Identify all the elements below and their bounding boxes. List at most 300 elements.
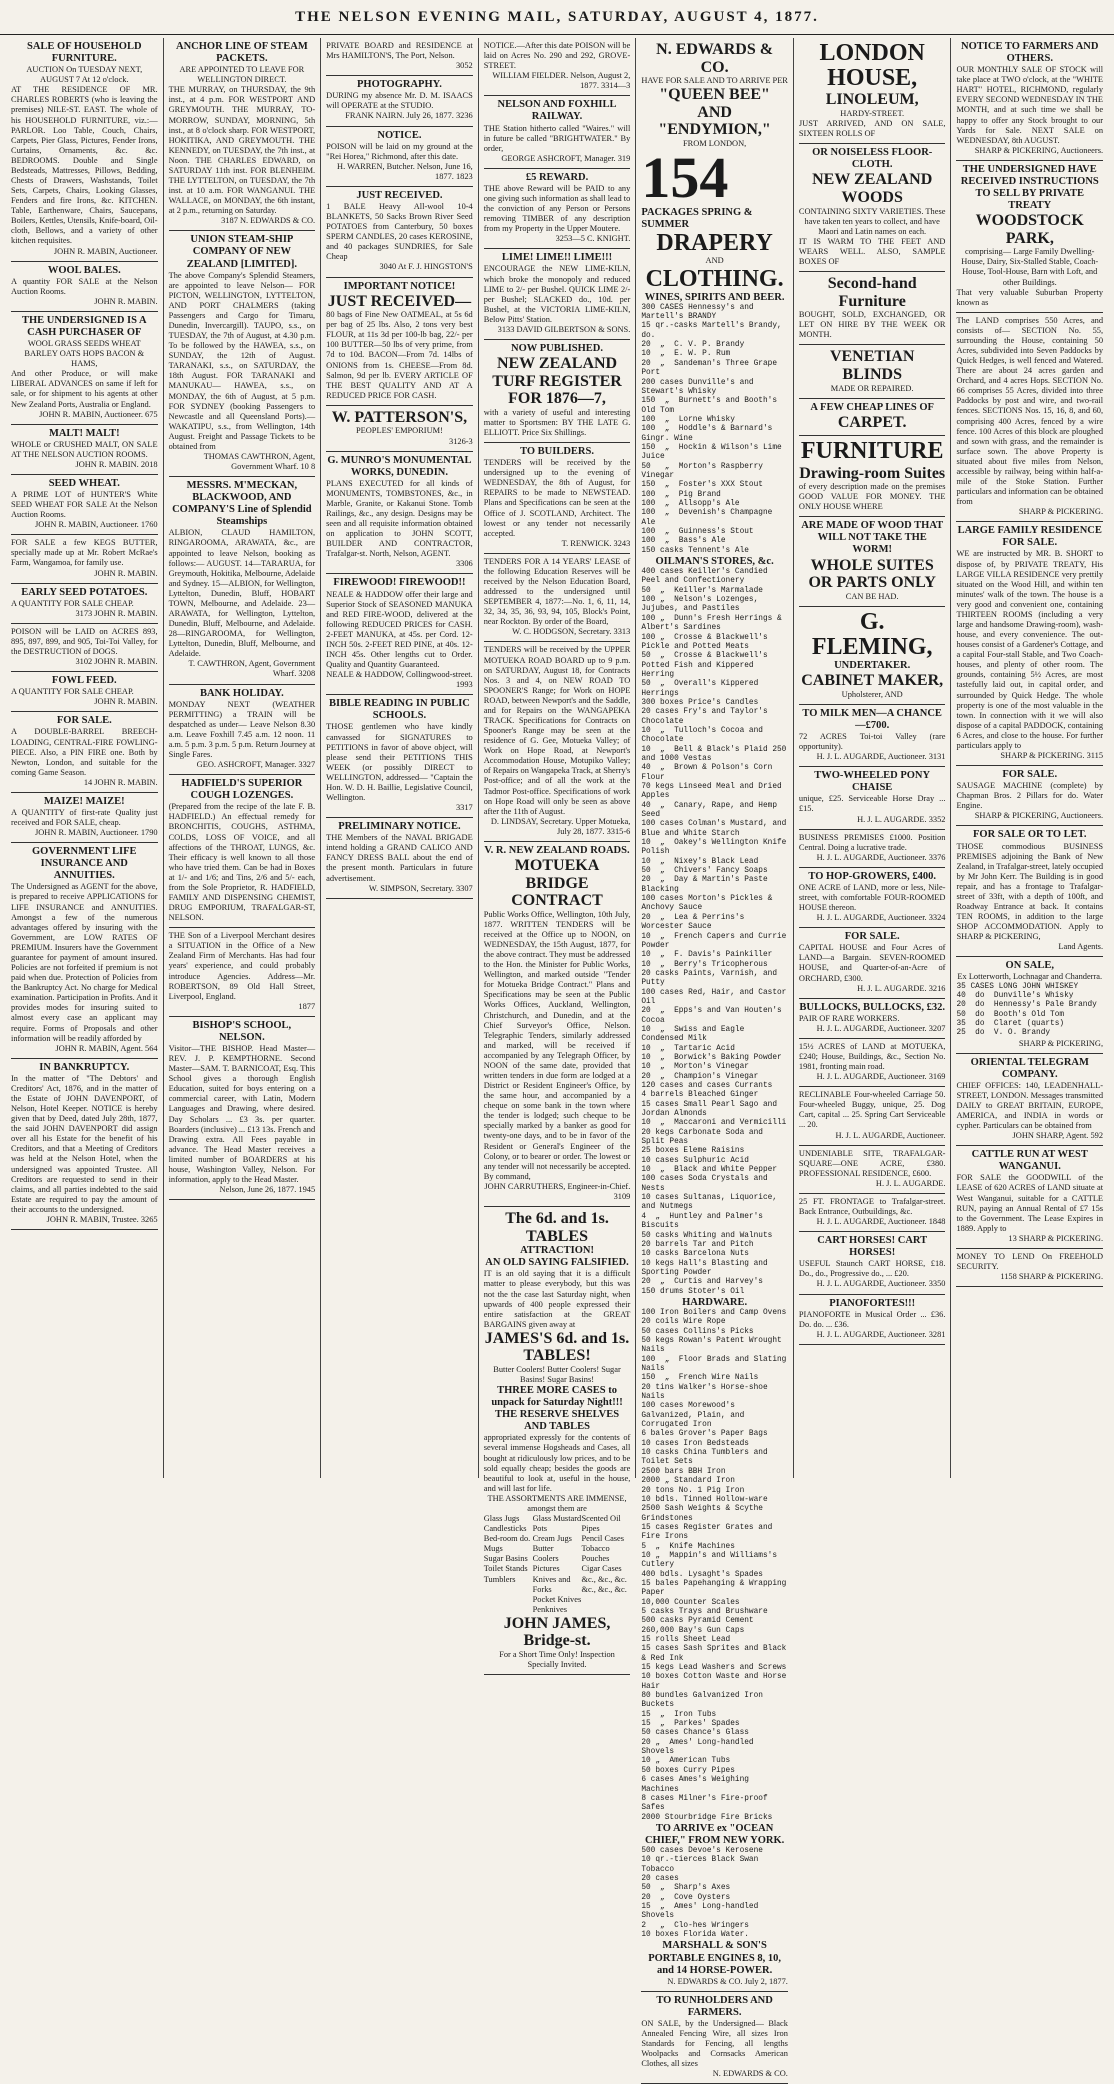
ad-body: THOSE gentlemen who have kindly canvassed for SIGNATURES to PETITIONS in favor of above object, will please send their PETITIONS THIS WEEK (or possibly DIRECT to WELLINGTON, addressed— "Captain the Hon. W. D. H. Baillie, Legislative Council, Wellington. [326, 722, 473, 802]
tables-item: Tumblers [483, 1574, 516, 1584]
ad-body: RECLINABLE Four-wheeled Carriage 50. Four-wheeled Buggy, unique, 25. Dog Cart, capital ... 25. Spring Cart Serviceable ... 20. [798, 1090, 946, 1130]
ad-hd: V. R. NEW ZEALAND ROADS. [484, 844, 630, 856]
advertisement [956, 766, 1103, 826]
ad-sig: T. CAWTHRON, Agent, Government Wharf. 3208 [188, 659, 316, 679]
advertisement [799, 999, 946, 1039]
ad-mono: 35 CASES LONG JOHN WHISKEY 40 do Dunville's Whisky 20 do Hennessy's Pale Brandy 50 do Booth's Old Tom 35 do Claret (quarts) 25 do V. O. Brandy [956, 982, 1097, 1038]
ad-big: Second-hand Furniture [827, 274, 917, 310]
advertisement [11, 38, 158, 262]
tables-body: IT is an old saying that it is a difficult matter to please everybody, but this was not the the case last Saturday night, when upwards of 400 people expressed their entire satisfaction at the GREAT BARGAINS given away at [483, 1269, 631, 1329]
ad-body: PAIR OF RARE WORKERS. [798, 1013, 900, 1023]
ad-hd: TO MILK MEN—A CHANCE—£700. [802, 707, 942, 731]
ad-body: with a variety of useful and interesting matter to Sportsmen: BY THE LATE G. ELLIOTT. Price Six Shillings. [483, 407, 631, 437]
ad-sub: Ex Lotterworth, Lochnagar and Chanderra. [957, 972, 1103, 982]
advertisement [326, 76, 473, 126]
edwards-signature: N. EDWARDS & CO. July 2, 1877. [667, 1976, 788, 1986]
ad-hd: ON SALE, [1005, 960, 1054, 972]
ad-sig: 3306 [455, 559, 473, 569]
ad-hd: MESSRS. M'MECKAN, BLACKWOOD, AND COMPANY'S Line of Splendid Steamships [172, 480, 312, 528]
advertisement [799, 436, 946, 517]
tables-item: &c., &c., &c. [581, 1574, 627, 1584]
ad-hd: FOR SALE OR TO LET. [973, 829, 1087, 841]
ad-sig: D. LINDSAY, Secretary. Upper Motueka, July 28, 1877. 3315-6 [490, 816, 631, 836]
ad-sig: JOHN R. MABIN, Trustee. 3265 [46, 1214, 158, 1224]
ad-body: DURING my absence Mr. D. M. ISAACS will OPERATE at the STUDIO. [326, 91, 473, 111]
ad-body: PIANOFORTE in Musical Order ... £36. Do. do. ... £36. [798, 1309, 946, 1329]
ad-body: In the matter of "The Debtors' and Creditors' Act, 1876, and in the matter of the Estate of JOHN DAVENPORT, of Nelson, Hotel Keeper. NOTICE is hereby given that by Deed, dated July 28th, 1877, the said JOHN DAVENPORT did assign over all his Estate for the benefit of his Creditors, and that a Meeting of Creditors was held at the Nelson Hotel, when the undersigned was appointed Trustee. All Creditors are requested to send in their claims, and all parties indebted to the said Estate are required to pay the amount of their accounts to the undersigned. [11, 1073, 158, 1214]
ad-body: A PRIME LOT of HUNTER'S White SEED WHEAT FOR SALE At the Nelson Auction Rooms. [11, 490, 158, 520]
tables-item-column [581, 1514, 630, 1615]
ad-body: THOSE commodious BUSINESS PREMISES adjoining the Bank of New Zealand, in Trafalgar-street, lately occupied by Mr John Kerr. The Building is in good repair, and has a frontage to Trafalgar-street of 33ft, with a depth of 100ft, and Roadway Entrance at back. It contains TEN ROOMS, in addition to the large SHOP ACCOMMODATION. Apply to SHARP & PICKERING, [956, 841, 1104, 942]
ad-sig: H. J. L. AUGARDE, Auctioneer. 3207 [816, 1023, 946, 1033]
ad-hd: IN BANKRUPTCY. [39, 1061, 130, 1073]
advertisement [11, 1059, 158, 1230]
advertisement [169, 38, 316, 231]
advertisement [484, 38, 631, 96]
ad-sig: JOHN R. MABIN. 2018 [75, 459, 158, 469]
ad-sig: THOMAS CAWTHRON, Agent, Government Wharf. 10 8 [203, 451, 316, 472]
column-2 [164, 38, 322, 1478]
ad-hd: NOW PUBLISHED. [511, 342, 604, 354]
tables-item: Glass Jugs [483, 1514, 520, 1524]
tables-coolers: Butter Coolers! Butter Coolers! Sugar Basins! Sugar Basins! [493, 1365, 621, 1385]
ad-sig: 3052 [455, 61, 473, 71]
ad-sig: 3102 JOHN R. MABIN. [75, 657, 158, 667]
ad-sig: JOHN R. MABIN, Auctioneer. [53, 246, 158, 256]
ad-hd: UNION STEAM-SHIP COMPANY OF NEW ZEALAND [LIMITED]. [186, 234, 297, 270]
ad-huge: FURNITURE [800, 438, 944, 465]
ad-hd: ANCHOR LINE OF STEAM PACKETS. [175, 41, 308, 65]
ad-sig: H. J. L. AUGARDE. [875, 1178, 946, 1188]
arrive-list: 500 cases Devoe's Kerosene 10 qr.-tierces Black Swan Tobacco 20 cases 50 „ Sharp's Axes 20 „ Cove Oysters 15 „ Ames' Long-handled Shovels 2 „ Clo-hes Wringers 10 boxes Florida Water. [641, 1847, 763, 1940]
column-1 [6, 38, 164, 1478]
ad-hd: TO BUILDERS. [520, 446, 594, 458]
tables-item: Pipes [581, 1524, 600, 1534]
advertisement [799, 705, 946, 767]
ad-hd: PHOTOGRAPHY. [357, 79, 442, 91]
tables-item: Cigar Cases [581, 1564, 622, 1574]
ad-sig: 13 SHARP & PICKERING. [1008, 1233, 1104, 1243]
advertisement [799, 517, 946, 606]
tables-reserve-body: appropriated expressly for the contents of several immense Hogsheads and Cases, all bought at ridiculously low prices, and to be sold equally cheap; besides the goods are beautiful to look at, useful in the house, and will last for life. [483, 1433, 631, 1493]
ad-body: THE Members of the NAVAL BRIGADE intend holding a GRAND CALICO AND FANCY DRESS BALL about the end of the present month. Particulars in future advertisement. [326, 833, 473, 883]
advertisement [799, 830, 946, 868]
tables-item: Candlesticks [483, 1524, 527, 1534]
ad-sig: W. C. HODGSON, Secretary. 3313 [512, 627, 631, 637]
ad-sig: JOHN R. MABIN, Auctioneer. 675 [39, 409, 158, 419]
ad-hd: FIREWOOD! FIREWOOD!! [333, 577, 466, 589]
ad-sig: 14 JOHN R. MABIN. [83, 777, 158, 787]
ad-body: CHIEF OFFICES: 140, LEADENHALL-STREET, LONDON. Messages transmitted DAILY to GREAT BRITAIN, EUROPE, AMERICA, and INDIA in words or cypher. Particulars can be obtained from [956, 1080, 1104, 1131]
ad-sig: Land Agents. [1058, 942, 1104, 952]
ad-hd: A FEW CHEAP LINES OF [810, 401, 934, 413]
ad-sig: SHARP & PICKERING, Auctioneers. [974, 145, 1104, 155]
ad-sig: 3040 At F. J. HINGSTON'S [379, 262, 473, 272]
ad-body: POISON will be laid on my ground at the "Rei Horea," Richmond, after this date. [326, 141, 473, 161]
advertisement [799, 38, 946, 144]
advertisement [799, 399, 946, 437]
ad-big: NEW ZEALAND WOODS [812, 171, 933, 206]
advertisement [799, 868, 946, 928]
ad-big: LINOLEUM, [825, 91, 919, 109]
ad-body: THE above Reward will be PAID to any one giving such information as shall lead to the conviction of any Person or Persons removing TIMBER of any description from my Property in the Upper Moutere. [483, 183, 631, 234]
ad-sig: SHARP & PICKERING, [1018, 1038, 1104, 1048]
advertisement [956, 1146, 1103, 1249]
edwards-sub: HAVE FOR SALE AND TO ARRIVE PER [641, 76, 788, 86]
ad-body: BUSINESS PREMISES £1000. Position Central. Doing a lucrative trade. [798, 832, 946, 852]
tables-item: Pictures [532, 1564, 560, 1574]
ad-hd: BULLOCKS, BULLOCKS, £32. [799, 1001, 945, 1013]
clothing-heading: CLOTHING. [645, 265, 784, 292]
ad-body: A DOUBLE-BARREL BREECH-LOADING, CENTRAL-FIRE FOWLING-PIECE. Also, a PIN FIRE one. Both by Newton, London, and suitable for the coming Game Season. [11, 727, 158, 777]
ad-hd: PRELIMINARY NOTICE. [338, 821, 461, 833]
ad-body: 72 ACRES Toi-toi Valley (rare opportunity). [798, 732, 946, 752]
advertisement [799, 607, 946, 705]
packages-label: PACKAGES SPRING & SUMMER [641, 207, 753, 231]
advertisement [956, 161, 1103, 313]
ad-body: OUR MONTHLY SALE OF STOCK will take place at TWO o'clock, at the "WHITE HART" HOTEL, RICHMOND, regularly EVERY SECOND WEDNESDAY IN THE MONTH, and at such time we shall be happy to offer any Stock brought to our Yards for Sale. NEXT SALE on WEDNESDAY, 8th AUGUST. [956, 65, 1104, 145]
hardware-list: 100 Iron Boilers and Camp Ovens 20 coils Wire Rope 50 cases Collins's Picks 50 kegs Rowan's Patent Wrought Nails 100 „ Floor Brads and Slating Nails 150 „ French Wire Nails 20 tins Walker's Horse-shoe Nails 100 cases Morewood's Galvanized, Plain, and Corrugated Iron 6 bales Grover's Paper Bags 10 cases Iron Bedsteads 10 casks China Tumblers and Toilet Sets 2500 bars BBH Iron 2000 „ Standard Iron 20 tons No. 1 Pig Iron 10 bdls. Tinned Hollow-ware 2500 Sash Weights & Scythe Grindstones 15 cases Register Grates and Fire Irons 5 „ Knife Machines 10 „ Mappin's and Williams's Cutlery 400 bdls. Lysaght's Spades 15 bales Papehanging & Wrapping Paper 10,000 Counter Scales 5 casks Trays and Brushware 500 casks Pyramid Cement 260,000 Bay's Gun Caps 15 rolls Sheet Lead 15 cases Sash Sprites and Black & Red Ink 15 kegs Lead Washers and Screws 10 boxes Cotton Waste and Horse Hair 80 bundles Galvanized Iron Buckets 15 „ Iron Tubs 15 „ Parkes' Spades 50 cases Chance's Glass 20 „ Ames' Long-handled Shovels 10 „ American Tubs 50 boxes Curry Pipes 6 cases Ames's Weighing Machines 8 cases Milner's Fire-proof Safes 2000 Stourbridge Fire Bricks [641, 1308, 787, 1822]
tables-footer: For a Short Time Only! Inspection Specially Invited. [499, 1650, 615, 1670]
column-4-ads [484, 38, 631, 1207]
tables-reserve: THE RESERVE SHELVES AND TABLES [494, 1409, 620, 1433]
ad-body: ENCOURAGE the NEW LIME-KILN, which broke the monopoly and reduced LIME to 2/- per Bushel. QUICK LIME 2/- per Bushel; SLACKED do., 10d. per Bushel, at the VICTORIA LIME-KILN, Below Pitts' Station. [483, 264, 631, 324]
ad-body: TENDERS will be received by the undersigned up to the evening of WEDNESDAY, the 8th of August, for REPAIRS to be made to NEWSTEAD. Plans and Specifications can be seen at the Office of J. SCOTLAND, Architect. The lowest or any tender not necessarily accepted. [483, 458, 631, 538]
tables-item: Butter Coolers [532, 1544, 559, 1564]
john-james-tables-ad [484, 1207, 631, 1675]
ad-big: CARPET. [837, 413, 907, 431]
ad-hd: IMPORTANT NOTICE! [343, 280, 456, 292]
advertisement [169, 775, 316, 928]
advertisement [484, 169, 631, 250]
ad-body: FOR SALE a few KEGS BUTTER, specially made up at Mr. Robert McRae's Farm, Wangamoa, for family use. [11, 538, 158, 568]
advertisement [956, 313, 1103, 523]
advertisement [956, 38, 1103, 161]
ad-hd: ORIENTAL TELEGRAM COMPANY. [970, 1056, 1089, 1080]
ad-body: NOTICE.—After this date POISON will be laid on Acres No. 290 and 292, GROVE-STREET. [483, 41, 631, 71]
ad-body: WHOLE or CRUSHED MALT, ON SALE AT THE NELSON AUCTION ROOMS. [11, 439, 158, 459]
ad-sig: Nelson, June 26, 1877. 1945 [219, 1185, 316, 1195]
ad-hd: TO HOP-GROWERS, £400. [808, 870, 936, 882]
advertisement [799, 767, 946, 829]
oilman-heading: OILMAN'S STORES, &c. [655, 556, 774, 568]
advertisement [169, 1017, 316, 1200]
ad-body: TENDERS will be received by the UPPER MOTUEKA ROAD BOARD up to 9 p.m. on SATURDAY, August 18, for Contracts Nos. 3 and 4, on NEW ROAD TO SPOONER'S Range; for Work on HOPE ROAD, between Newport's and the Saddle, and for Repairs on the WANGAPEKA TRACK. Specifications for Contracts on Spooner's Range may be seen at the residence of G. Gee, Motueka Valley; of Work on Hope Road, at Newport's Accommodation House, Motupiko Valley; of Repairs on Wangapeka Track, at Sherry's Post-office; and of all the work at the Tadmor Post-office. Specifications of work on Hope Road will only be seen as above after the 11th of August. [483, 645, 631, 816]
ad-sig: JOHN R. MABIN, Agent. 564 [55, 1043, 158, 1053]
tables-item: Glass Mustard Pots [532, 1514, 582, 1534]
ad-body: A QUANTITY FOR SALE CHEAP. [11, 598, 134, 608]
ad-sig: GEORGE ASHCROFT, Manager. 319 [501, 153, 631, 163]
column-4 [479, 38, 637, 1670]
advertisement [326, 187, 473, 278]
ad-big: NEW ZEALAND TURF REGISTER FOR 1876—7, [492, 355, 622, 408]
advertisement [799, 1039, 946, 1087]
ad-body: The Undersigned as AGENT for the above, is prepared to receive APPLICATIONS for LIFE INSURANCE and ANNUITIES. Amongst a few of the numerous advantages offered by insuring with the Government, are LOW RATES OF PREMIUM. Insurers have the Government guarantee for payment of amount insured. Policies are not forfeited if premium is not paid when due. Protection of Policies from the Bankruptcy Act. No charge for Medical examination. Participation in Profits. And it provides modes for insuring suited to almost every case an applicant may require. Forms of Proposals and other information will be readily afforded by [11, 882, 158, 1043]
ad-hd: LIME! LIME!! LIME!!! [501, 252, 613, 264]
runholders-ad [641, 1992, 788, 2084]
tables-item: Scented Oil [581, 1514, 621, 1524]
ad-big: WHOLE SUITES OR PARTS ONLY [808, 556, 936, 592]
ad-sig: JOHN SHARP, Agent. 592 [1012, 1131, 1104, 1141]
ad-sig: H. J. L. AUGARDE. 3216 [857, 983, 946, 993]
tables-attraction: ATTRACTION! [520, 1245, 594, 1257]
ad-hd: THE UNDERSIGNED IS A CASH PURCHASER OF [22, 314, 147, 338]
tables-item: Knives and Forks [532, 1574, 571, 1594]
advertisement [11, 535, 158, 583]
ad-body: JUST ARRIVED, AND ON SALE, SIXTEEN ROLLS OF [798, 119, 946, 139]
ad-body: NEALE & HADDOW offer their large and Superior Stock of SEASONED MANUKA and RED FIRE-WOOD, delivered at the following REDUCED PRICES for CASH. 2-FEET MANUKA, at 45s. per Cord. 12-INCH 50s. 2-FEET RED PINE, at 40s. 12-INCH 45s. Other lengths cut to Order. Quality and Quantity Guaranteed. [326, 589, 473, 670]
runholders-body: ON SALE, by the Undersigned— Black Annealed Fencing Wire, all sizes Iron Standards for Fencing, all lengths Woolpacks and Cornsacks American Clothes, all sizes [641, 2018, 788, 2069]
advertisement [169, 231, 316, 477]
tables-brand: JOHN JAMES, Bridge-st. [503, 1614, 611, 1650]
ad-body: A QUANTITY of first-rate Quality just received and FOR SALE, cheap. [11, 807, 158, 828]
ad-body: TENDERS FOR A 14 YEARS' LEASE of the following Education Reserves will be received by the Nelson Education Board, addressed to the undersigned until SEPTEMBER 4, 1877:—No. 1, 6, 11, 14, 32, 34, 35, 36, 93, 94, 105, Block's Point, near Rockton. By order of the Board, [483, 556, 631, 627]
ad-body: That very valuable Suburban Property known as [956, 287, 1104, 307]
column-7 [951, 38, 1108, 1478]
edwards-ships: "QUEEN BEE" AND "ENDYMION," [658, 86, 771, 139]
ad-hd: NOTICE TO FARMERS AND OTHERS. [961, 41, 1099, 65]
advertisement [484, 554, 631, 643]
drapery-heading: DRAPERY [656, 230, 773, 257]
ad-body: WE are instructed by MR. B. SHORT to dispose of, by PRIVATE TREATY, His LARGE VILLA RESIDENCE very prettily situated on the Wood Hill, and within ten minutes' walk of the town. The house is a very good and convenient one, containing THIRTEEN ROOMS (including a very large and handsome Drawing-room), wash-house, and every convenience. The out-houses consist of a Gardener's Cottage, and a capital Four-stall Stable, and Two Coach-houses, and plenty of other room. The grounds, containing 5½ Acres, are most tastefully laid out, in capital order, and surrounded by Quick Hedge. The whole property is one of the most valuable in the town. In connection with it we will also dispose of a capital PADDOCK, containing 6 Acres, and close to the house. For further particulars apply to [956, 549, 1104, 750]
ad-hd: BANK HOLIDAY. [199, 687, 284, 699]
ad-sig: JOHN R. MABIN. [94, 296, 158, 306]
ad-body: A quantity FOR SALE at the Nelson Auction Rooms. [11, 276, 158, 296]
advertisement [326, 452, 473, 575]
ad-body: THE MURRAY, on THURSDAY, the 9th inst., at 4 p.m. FOR WESTPORT AND GREYMOUTH. THE MURRAY, TO-MORROW, SUNDAY, MORNING, 5th inst., at 8 o'clock sharp. FOR WESTPORT, HOKITIKA, AND GREYMOUTH. THE KENNEDY, on TUESDAY, the 7th inst., at Noon. THE CHARLES EDWARD, on SATURDAY 11th inst. FOR BLENHEIM. THE LYTTELTON, on TUESDAY, the 7th inst. at 10 a.m. FOR WANGANUI. THE WALLACE, on MONDAY, the 6th instant, at 2 p.m., returning on Saturday. [168, 85, 316, 216]
ad-body: MONDAY NEXT (WEATHER PERMITTING) a TRAIN will be despatched as under— Leave Nelson 8.30 a.m. Leave Foxhill 7.45 a.m. 12 noon. 11 a.m. 5 p.m. 3 p.m. 5 p.m. Return Journey at Single Fares. [168, 699, 316, 759]
tables-item: Penknives [532, 1604, 568, 1614]
runholders-signature: N. EDWARDS & CO. [712, 2069, 788, 2079]
ad-sub: WOOL GRASS SEEDS WHEAT BARLEY OATS HOPS BACON & HAMS, [24, 339, 145, 369]
ad-sig: H. J. L. AUGARDE, Auctioneer. 3376 [816, 852, 946, 862]
ad-body: PRIVATE BOARD and RESIDENCE at Mrs HAMILTON'S, The Port, Nelson. [326, 41, 473, 61]
advertisement [799, 1146, 946, 1194]
tables-immense: THE ASSORTMENTS ARE IMMENSE, amongst them are [487, 1493, 627, 1513]
ad-sig: JOHN R. MABIN, Auctioneer. 1760 [34, 520, 158, 530]
advertisement [11, 262, 158, 312]
advertisement [326, 406, 473, 452]
advertisement [11, 793, 158, 843]
edwards-from: FROM LONDON, [682, 139, 747, 149]
ad-body: POISON will be LAID on ACRES 893, 895, 897, 899, and 905, Toi-Toi Valley, for the DESTRUCTION of DOGS. [11, 626, 158, 657]
advertisement [799, 1194, 946, 1232]
ad-sig: 3173 JOHN R. MABIN. [75, 608, 158, 618]
ad-body: UNDENIABLE SITE, TRAFALGAR-SQUARE—ONE ACRE, £380. PROFESSIONAL RESIDENCE, £600. [798, 1148, 946, 1178]
ad-sig: JOHN CARRUTHERS, Engineer-in-Chief. 3109 [484, 1181, 631, 1201]
masthead: THE NELSON EVENING MAIL, SATURDAY, AUGUST 4, 1877. [0, 0, 1114, 35]
tables-item: Cream Jugs [532, 1534, 572, 1544]
advertisement [956, 1054, 1103, 1147]
advertisement [169, 928, 316, 1017]
ad-body: THE Son of a Liverpool Merchant desires a SITUATION in the Office of a New Zealand Firm of Merchants. Has had four years' experience, and could probably introduce Agencies. Address—Mr. ROBERTSON, 89 Old Hall Street, Liverpool, England. [168, 931, 316, 1001]
ad-hd: FOR SALE. [844, 931, 900, 943]
ad-hd: BIBLE READING IN PUBLIC SCHOOLS. [328, 698, 470, 722]
ad-sig: H. J. L. AUGARDE, Auctioneer. 3324 [816, 913, 946, 923]
ad-hd: CATTLE RUN AT WEST WANGANUI. [971, 1149, 1088, 1173]
advertisement [956, 826, 1103, 957]
advertisement [956, 1249, 1103, 1287]
ad-hd: BISHOP'S SCHOOL, NELSON. [192, 1019, 292, 1043]
ad-body: USEFUL Staunch CART HORSE, £18. Do., do., Progressive do., ... £20. [798, 1259, 946, 1279]
tables-item: Pencil Cases [581, 1534, 625, 1544]
ad-sig: 3126-3 [449, 436, 473, 446]
tables-item: Bed-room do. [483, 1534, 531, 1544]
arrive-heading: TO ARRIVE ex "OCEAN CHIEF," FROM NEW YORK. [644, 1822, 785, 1846]
advertisement [11, 672, 158, 712]
ad-hd: GOVERNMENT LIFE INSURANCE AND ANNUITIES. [32, 846, 137, 882]
ad-sub: ARE APPOINTED TO LEAVE FOR WELLINGTON DIRECT. [179, 65, 305, 85]
advertisement [484, 249, 631, 340]
ad-hd: WOOL BALES. [47, 264, 121, 276]
advertisement [799, 345, 946, 398]
ad-sig: SHARP & PICKERING, Auctioneers. [974, 811, 1104, 821]
advertisement [484, 842, 631, 1207]
ad-sig: H. J. L. AUGARDE, Auctioneer. [835, 1130, 946, 1140]
ad-sub: AUCTION On TUESDAY NEXT, AUGUST 7 At 12 o'clock. [26, 65, 143, 85]
advertisement [799, 144, 946, 272]
ad-sig: SHARP & PICKERING. [1018, 507, 1104, 517]
hardware-heading: HARDWARE. [682, 1296, 748, 1308]
ad-body: (Prepared from the recipe of the late F. B. HADFIELD.) An effectual remedy for BRONCHITIS, COUGHS, ASTHMA, COLDS, LOSS OF VOICE, and all affections of the THROAT, LUNGS, &c. Their efficacy is well known to all those who have tried them. Can be had in Boxes at 1/- and 1/6; and Tins, 2/6 and 5/- each, from the Sole Proprietor, R. HADFIELD, FAMILY AND DISPENSING CHEMIST, DRUG EMPORIUM, TRAFALGAR-ST, NELSON. [168, 802, 316, 923]
column-5 [636, 38, 794, 2079]
advertisement [326, 38, 473, 76]
ad-sub: PEOPLES' EMPORIUM! [355, 426, 443, 436]
advertisement [484, 340, 631, 443]
ad-sig: 3187 N. EDWARDS & CO. [221, 216, 316, 226]
tables-item-column [533, 1514, 582, 1615]
ad-body: BOUGHT, SOLD, EXCHANGED, OR LET ON HIRE BY THE WEEK OR MONTH. [798, 310, 946, 340]
ad-big: VENETIAN BLINDS [829, 348, 915, 383]
advertisement [11, 312, 158, 425]
ad-hd: LARGE FAMILY RESIDENCE FOR SALE. [957, 525, 1102, 549]
advertisement [956, 522, 1103, 766]
ad-sig: 1877 [298, 1001, 316, 1011]
tables-item: Tobacco Pouches [581, 1544, 610, 1564]
ad-hd: MALT! MALT! [48, 427, 120, 439]
ad-sub: CONTAINING SIXTY VARIETIES. These have taken ten years to collect, and have Maori and Latin names on each. [798, 206, 946, 236]
ad-sig: H. J. L. AUGARDE, Auctioneer. 1848 [816, 1217, 946, 1227]
ad-hd: FOWL FEED. [51, 675, 117, 687]
engines-heading: MARSHALL & SON'S PORTABLE ENGINES 8, 10, and 14 HORSE-POWER. [648, 1940, 781, 1976]
ad-hd: NOTICE. [377, 129, 422, 141]
column-3 [321, 38, 479, 1478]
ad-body: AT THE RESIDENCE OF MR. CHARLES ROBERTS (who is leaving the premises) NILE-ST. EAST. The whole of his HOUSEHOLD FURNITURE, viz.:— PARLOR. Loo Table, Couch, Chairs, Carpets, Pier Glass, Pictures, Fender Irons, Curtains, Ornaments, &c. &c. BEDROOMS. Double and Single Bedsteads, Mattresses, Pillows, Bedding, Chests of Drawers, Washstands, Toilet Sets, Carpets, Chairs, Looking Glasses, Fenders and fire Irons, &c. KITCHEN. Table, Earthenware, Chairs, Saucepans, Boilers, Kettles, Utensils, Knife-board, Oil-cloth, Bellows, and a variety of other kitchen requisites. [11, 85, 158, 246]
ad-hd: SEED WHEAT. [48, 477, 120, 489]
tables-saying: AN OLD SAYING FALSIFIED. [485, 1257, 629, 1269]
ad-sub: HARDY-STREET. [840, 108, 905, 118]
advertisement [484, 96, 631, 168]
ad-big: JUST RECEIVED— [327, 292, 472, 310]
ad-hd: JUST RECEIVED. [356, 189, 443, 201]
ad-body: A QUANTITY FOR SALE CHEAP. [11, 687, 134, 697]
ad-body: MONEY TO LEND On FREEHOLD SECURITY. [956, 1251, 1104, 1271]
column-6 [794, 38, 952, 1478]
ad-big: W. PATTERSON'S, [331, 408, 468, 426]
ad-huge: LONDON HOUSE, [819, 40, 925, 92]
ad-hd: ARE MADE OF WOOD THAT WILL NOT TAKE THE WORM! [801, 520, 944, 556]
advertisement [11, 584, 158, 624]
ad-hd: PIANOFORTES!!! [829, 1297, 916, 1309]
ad-sig: H. J. L. AUGARDE. 3352 [857, 814, 946, 824]
ad-hd: NELSON AND FOXHILL RAILWAY. [497, 99, 617, 123]
ad-sub: CAN BE HAD. [845, 591, 899, 601]
ad-hd: G. MUNRO'S MONUMENTAL WORKS, DUNEDIN. [327, 454, 472, 478]
advertisement [799, 1232, 946, 1294]
ad-body: ONE ACRE of LAND, more or less, Nile-street, with comfortable FOUR-ROOMED HOUSE thereon. [798, 882, 946, 913]
ad-hd: EARLY SEED POTATOES. [21, 586, 148, 598]
advertisement [11, 843, 158, 1059]
advertisement [326, 574, 473, 695]
ad-body: The above Company's Splendid Steamers, are appointed to leave Nelson— FOR PICTON, WELLINGTON, LYTTELTON, AND PORT CHALMERS (taking Passengers and Cargo for Timaru, Dunedin, Invercargill). TAUPO, s.s., on TUESDAY, the 7th of August, at 4.30 p.m. To be followed by the HAWEA, s.s., on SUNDAY, the 12th of August. TARANAKI, s.s., on SATURDAY, the 18th August. FOR TARANAKI and MANUKAU— HAWEA, s.s., on MONDAY, the 6th of August, at 5 p.m. FOR SYDNEY (booking Passengers to Newcastle and all Queensland Ports).— WAKATIPU, s.s., from Wellington, 14th August. Freight and Passage Tickets to be obtained from [168, 270, 316, 451]
ad-sub: comprising— Large Family Dwelling-House, Dairy, Six-Stalled Stable, Coach-House, Tool-House, Barn with Loft, and other Buildings. [961, 247, 1099, 287]
ad-body: FOR SALE the GOODWILL of the LEASE of 620 ACRES of LAND situate at West Wanganui, suitable for a CATTLE RUN, paying an Annual Rental of £7 15s to the Government. The Lease Expires in 1889. Apply to [956, 1173, 1104, 1233]
advertisement [956, 957, 1103, 1053]
oilman-list: 400 cases Keiller's Candied Peel and Confectionery 50 „ Keiller's Marmalade 100 „ Nelson's Lozenges, Jujubes, and Pastiles 100 „ Dunn's Fresh Herrings & Albert's Sardines 100 „ Crosse & Blackwell's Pickle and Potted Meats 50 „ Crosse & Blackwell's Potted Fish and Kippered Herring 50 „ Overall's Kippered Herrings 300 boxes Price's Candles 20 cases Fry's and Taylor's Chocolate 10 „ Tulloch's Cocoa and Chocolate 10 „ Bell & Black's Plaid 250 and 1000 Vestas 40 „ Brown & Polson's Corn Flour 70 kegs Linseed Meal and Dried Apples 40 „ Canary, Rape, and Hemp Seed 100 cases Colman's Mustard, and Blue and White Starch 10 „ Oakey's Wellington Knife Polish 10 „ Nixey's Black Lead 50 „ Chivers' Fancy Soaps 20 „ Day & Martin's Paste Blacking 100 cases Morton's Pickles & Anchovy Sauce 20 „ Lea & Perrins's Worcester Sauce 10 „ French Capers and Currie Powder 10 „ F. Davis's Painkiller 10 „ Berry's Tricopherous 20 casks Paints, Varnish, and Putty 100 cases Red, Hair, and Castor Oil 20 „ Epps's and Van Houten's Cocoa 10 „ Swiss and Eagle Condensed Milk 10 „ Tartaric Acid 10 „ Borwick's Baking Powder 10 „ Morton's Vinegar 20 „ Champion's Vinegar 120 cases and cases Currants 4 barrels Bleached Ginger 15 cases Small Pearl Sago and Jordan Almonds 10 „ Maccaroni and Vermicilli 20 kegs Carbonate Soda and Split Peas 25 boxes Eleme Raisins 10 cases Sulphuric Acid 10 „ Black and White Pepper 100 cases Soda Crystals and Nests 10 cases Sultanas, Liquorice, and Nutmegs 4 „ Huntley and Palmer's Biscuits 50 casks Whiting and Walnuts 20 barrels Tar and Pitch 10 casks Barcelona Nuts 10 kegs Hall's Blasting and Sporting Powder 20 „ Curtis and Harvey's 150 drums Stoter's Oil [641, 568, 787, 1296]
ad-body: of every description made on the premises GOOD VALUE FOR MONEY. THE ONLY HOUSE WHERE [798, 482, 946, 512]
runholders-heading: TO RUNHOLDERS AND FARMERS. [656, 1994, 773, 2018]
ad-sig: H. J. L. AUGARDE, Auctioneer. 3350 [816, 1279, 946, 1289]
advertisement [326, 818, 473, 899]
tables-item: &c., &c., &c. [581, 1584, 627, 1594]
tables-james: JAMES'S 6d. and 1s. TABLES! [484, 1329, 630, 1365]
ad-huge: G. FLEMING, [811, 608, 933, 660]
ad-sig: 1158 SHARP & PICKERING. [1000, 1272, 1104, 1282]
advertisement [484, 443, 631, 554]
ad-hd: MAIZE! MAIZE! [43, 795, 125, 807]
advertisement [169, 477, 316, 684]
advertisement [169, 685, 316, 776]
ad-sig: JOHN R. MABIN, Auctioneer. 1790 [34, 828, 158, 838]
ad-hd: OR NOISELESS FLOOR-CLOTH. [812, 147, 933, 171]
ad-hd: £5 REWARD. [525, 171, 589, 183]
ad-body: CAPITAL HOUSE and Four Acres of LAND—a Bargain. SEVEN-ROOMED HOUSE, and Quarter-of-an-Acre of ORCHARD, £300. [798, 943, 946, 983]
columns [6, 38, 1108, 2079]
ad-body: 1 BALE Heavy All-wool 10-4 BLANKETS, 50 Sacks Brown River Seed POTATOES from Canterbury, 50 boxes SPERM CANDLES, 20 cases KEROSINE, and 40 packages SUNDRIES, for Sale Cheap [326, 201, 473, 262]
ad-hd: THE UNDERSIGNED HAVE RECEIVED INSTRUCTIONS TO SELL BY PRIVATE TREATY [960, 163, 1099, 212]
ad-body: unique, £25. Serviceable Horse Dray ... £15. [798, 794, 946, 814]
ad-big: WOODSTOCK PARK, [975, 212, 1084, 247]
edwards-heading: N. EDWARDS & CO. [656, 41, 774, 76]
ad-sig: FRANK NAIRN. July 26, 1877. 3236 [345, 111, 473, 121]
ad-body: ALBION, CLAUD HAMILTON, RINGAROOMA, ARAWATA, &c., are appointed to leave Nelson, booking as follows:— AUGUST. 14—TARARUA, for Greymouth, Hokitika, Melbourne, Adelaide and Sydney. 15—ALBION, for Wellington, Lyttelton, Dunedin, Bluff, HOBART TOWN, Melbourne, and Adelaide. 23—ARAWATA, for Wellington, Lyttelton, Dunedin, Bluff, Melbourne, and Adelaide. 28—RINGAROOMA, for Wellington, Lyttelton, Dunedin, Bluff, Melbourne, and Adelaide. [168, 528, 316, 659]
ad-body: 25 FT. FRONTAGE to Trafalgar-street. Back Entrance, Outbuildings, &c. [798, 1196, 946, 1216]
ad-sig: WILLIAM FIELDER. Nelson, August 2, 1877. 3314—3 [492, 71, 631, 91]
advertisement [11, 475, 158, 535]
ad-big: MOTUEKA BRIDGE CONTRACT [511, 856, 603, 910]
ad-sig: 3253—5 C. KNIGHT. [555, 234, 631, 244]
ad-body: SAUSAGE MACHINE (complete) by Chapman Bros. 2 Pillars for do. Water Engine. [956, 781, 1104, 811]
ad-sub: Upholsterer, AND [841, 689, 903, 699]
ad-sig: NEALE & HADDOW, Collingwood-street. 1993 [326, 670, 473, 690]
package-count: 154 [641, 145, 729, 211]
ad-body: THE Station hitherto called "Waires." will in future be called "BRIGHTWATER." By order, [483, 123, 631, 153]
advertisement [484, 642, 631, 841]
tables-title: The 6d. and 1s. TABLES [505, 1210, 609, 1245]
ad-hd: UNDERTAKER. [834, 660, 911, 672]
advertisement [11, 712, 158, 793]
ad-big: CABINET MAKER, [801, 672, 944, 690]
ad-body: And other Produce, or will make LIBERAL ADVANCES on same if left for sale, or for shipment to his agents at other New Zealand Ports, Australia or England. [11, 369, 158, 409]
advertisement [799, 1295, 946, 1345]
tables-item-column [484, 1514, 533, 1615]
edwards-drapery-ad [641, 38, 788, 1992]
advertisement [11, 624, 158, 672]
advertisement [11, 425, 158, 475]
tables-item: Sugar Basins [483, 1554, 528, 1564]
advertisement [326, 127, 473, 187]
ad-body: Visitor—THE BISHOP. Head Master—REV. J. P. KEMPTHORNE. Second Master—SAM. T. BARNICOAT, Esq. This School gives a thorough English Education, suited for boys entering on a commercial career, with Latin, Modern Languages and Drawing, where desired. Day Scholars ... £3 3s. per quarter. Boarders (inclusive) ... £13 13s. French and Drawing extra. All Fees payable in advance. The Head Master receives a limited number of BOARDERS at his house, Washington Valley, Nelson. For information, apply to the Head Master. [168, 1043, 316, 1184]
